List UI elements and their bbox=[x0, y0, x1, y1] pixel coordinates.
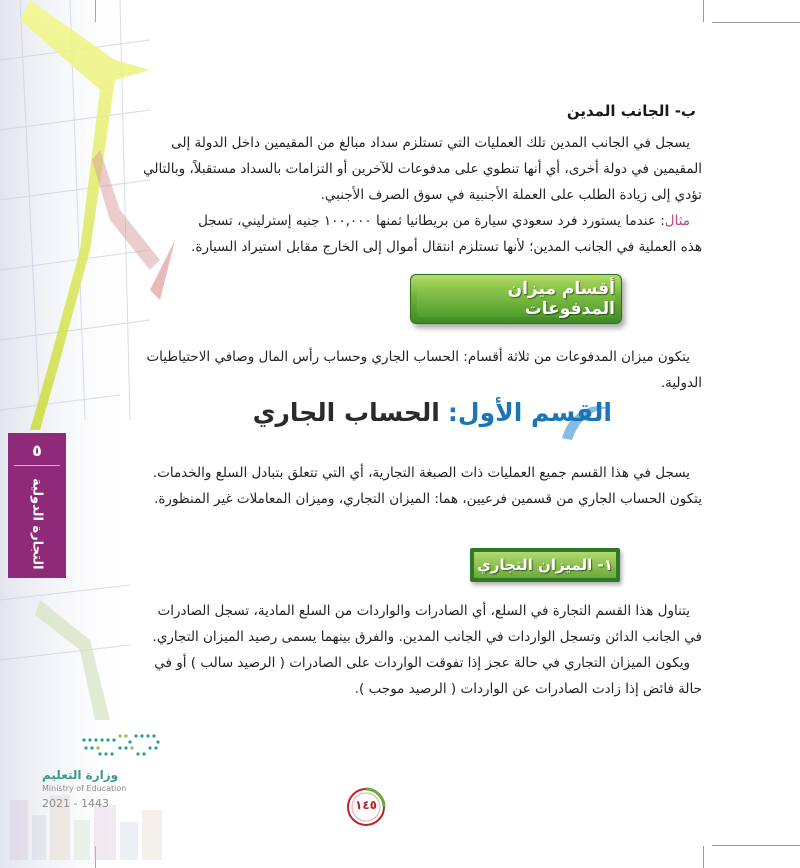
current-account-label: الحساب الجاري bbox=[252, 398, 440, 427]
part-one-title bbox=[253, 398, 612, 427]
paragraph-line: الدولية. bbox=[660, 375, 702, 391]
paragraph-line: المقيمين في دولة أخرى، أي أنها تنطوي على مدفوعات للآخرين أو التزامات بالسداد مستقبلاً، وبالتالي bbox=[143, 161, 702, 177]
crop-mark-right-h bbox=[712, 22, 800, 23]
paragraph-line: ويكون الميزان التجاري في حالة عجز إذا تفوقت الواردات على الصادرات ( الرصيد سالب ) أو في bbox=[154, 655, 690, 671]
divisions-heading-box bbox=[410, 274, 622, 324]
unit-side-tab bbox=[8, 433, 66, 578]
paragraph-line: يسجل في الجانب المدين تلك العمليات التي تستلزم سداد مبالغ من المقيمين داخل الدولة إلى bbox=[171, 135, 690, 151]
paragraph-line: تؤدي إلى زيادة الطلب على العملة الأجنبية في سوق الصرف الأجنبي. bbox=[320, 187, 702, 203]
unit-number: ٥ bbox=[32, 441, 42, 460]
crop-mark-bottom-right-h bbox=[712, 845, 800, 846]
paragraph-line: هذه العملية في الجانب المدين؛ لأنها تستلزم انتقال أموال إلى الخارج مقابل استيراد السيارة. bbox=[191, 239, 702, 255]
unit-title: التجارة الدولية bbox=[29, 477, 45, 570]
edition-year: 2021 - 1443 bbox=[42, 797, 109, 810]
divisions-paragraph bbox=[105, 344, 702, 396]
trade-balance-heading: ١- الميزان التجاري bbox=[474, 552, 616, 578]
example-label: مثال bbox=[664, 213, 690, 229]
crop-mark-bottom-right bbox=[703, 846, 704, 868]
paragraph-line: يتكون الحساب الجاري من قسمين فرعيين، هما: الميزان التجاري، وميزان المعاملات غير المنظورة. bbox=[154, 491, 702, 507]
trade-balance-heading-box bbox=[470, 548, 620, 582]
paragraph-line: يسجل في هذا القسم جميع العمليات ذات الصبغة التجارية، أي التي تتعلق بتبادل السلع والخدمات. bbox=[152, 465, 690, 481]
paragraph-line: حالة فائض إذا زادت الصادرات عن الواردات ( الرصيد موجب ). bbox=[354, 681, 702, 697]
debit-side-paragraph bbox=[105, 130, 702, 260]
page-number: ١٤٥ bbox=[355, 798, 377, 812]
debit-side-heading: ب- الجانب المدين bbox=[566, 102, 696, 120]
trade-balance-paragraph bbox=[105, 598, 702, 702]
paragraph-line: يتكون ميزان المدفوعات من ثلاثة أقسام: الحساب الجاري وحساب رأس المال وصافي الاحتياطيات bbox=[146, 349, 690, 365]
paragraph-line: يتناول هذا القسم التجارة في السلع، أي الصادرات والواردات من السلع المادية، تسجل الصادرات bbox=[157, 603, 690, 619]
part-one-paragraph bbox=[105, 460, 702, 512]
ministry-logo-icon bbox=[80, 732, 162, 760]
divisions-heading: أقسام ميزان المدفوعات bbox=[417, 281, 615, 317]
crop-mark-top-right bbox=[703, 0, 704, 22]
example-line bbox=[105, 208, 702, 234]
paragraph-line: في الجانب الدائن وتسجل الواردات في الجانب المدين. والفرق بينهما يسمى رصيد الميزان التجاري. bbox=[152, 629, 702, 645]
ministry-name-arabic: وزارة التعليم bbox=[42, 768, 119, 782]
ministry-name-english: Ministry of Education bbox=[42, 784, 127, 793]
part-one-label: القسم الأول: bbox=[447, 398, 612, 427]
example-text: : عندما يستورد فرد سعودي سيارة من بريطانيا ثمنها ١٠٠,٠٠٠ جنيه إسترليني، تسجل bbox=[198, 213, 665, 229]
tab-divider bbox=[14, 465, 60, 466]
